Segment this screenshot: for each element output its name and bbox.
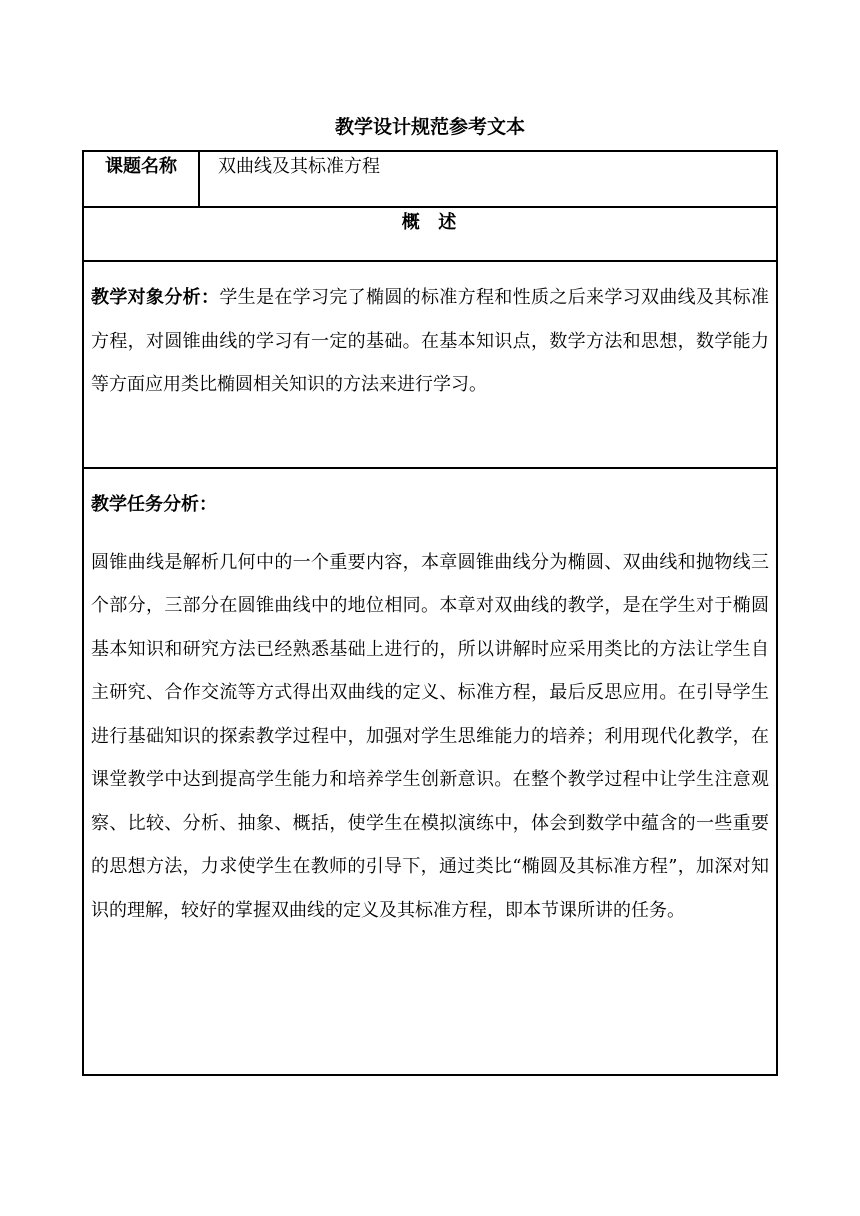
audience-analysis-cell xyxy=(83,261,777,468)
document-title: 教学设计规范参考文本 xyxy=(334,116,525,138)
topic-label: 课题名称 xyxy=(83,151,199,207)
overview-row xyxy=(83,207,777,261)
task-analysis-text: 圆锥曲线是解析几何中的一个重要内容，本章圆锥曲线分为椭圆、双曲线和抛物线三个部分，三部分在圆锥曲线中的地位相同。本章对双曲线的教学，是在学生对于椭圆基本知识和研究方法已经熟悉基础上进行的，所以讲解时应采用类比的方法让学生自主研究、合作交流等方式得出双曲线的定义、标准方程，最后反思应用。在引导学生进行基础知识的探索教学过程中，加强对学生思维能力的培养；利用现代化教学，在课堂教学中达到提高学生能力和培养学生创新意识。在整个教学过程中让学生注意观察、比较、分析、抽象、概括，使学生在模拟演练中，体会到数学中蕴含的一些重要的思想方法，力求使学生在教师的引导下，通过类比“椭圆及其标准方程”，加深对知识的理解，较好的掌握双曲线的定义及其标准方程，即本节课所讲的任务。 xyxy=(91,551,769,921)
overview-heading-cell xyxy=(83,207,777,261)
audience-analysis-label: 教学对象分析： xyxy=(91,287,220,308)
lesson-design-table xyxy=(82,150,778,1076)
audience-analysis-row xyxy=(83,261,777,468)
overview-title: 概 述 xyxy=(401,212,459,233)
audience-analysis-text: 学生是在学习完了椭圆的标准方程和性质之后来学习双曲线及其标准方程，对圆锥曲线的学习有一定的基础。在基本知识点，数学方法和思想，数学能力等方面应用类比椭圆相关知识的方法来进行学习。 xyxy=(91,287,770,395)
task-analysis-cell xyxy=(83,468,777,1075)
topic-row xyxy=(83,151,777,207)
task-analysis-row xyxy=(83,468,777,1075)
topic-value: 双曲线及其标准方程 xyxy=(199,151,777,207)
task-analysis-label: 教学任务分析： xyxy=(91,494,217,515)
